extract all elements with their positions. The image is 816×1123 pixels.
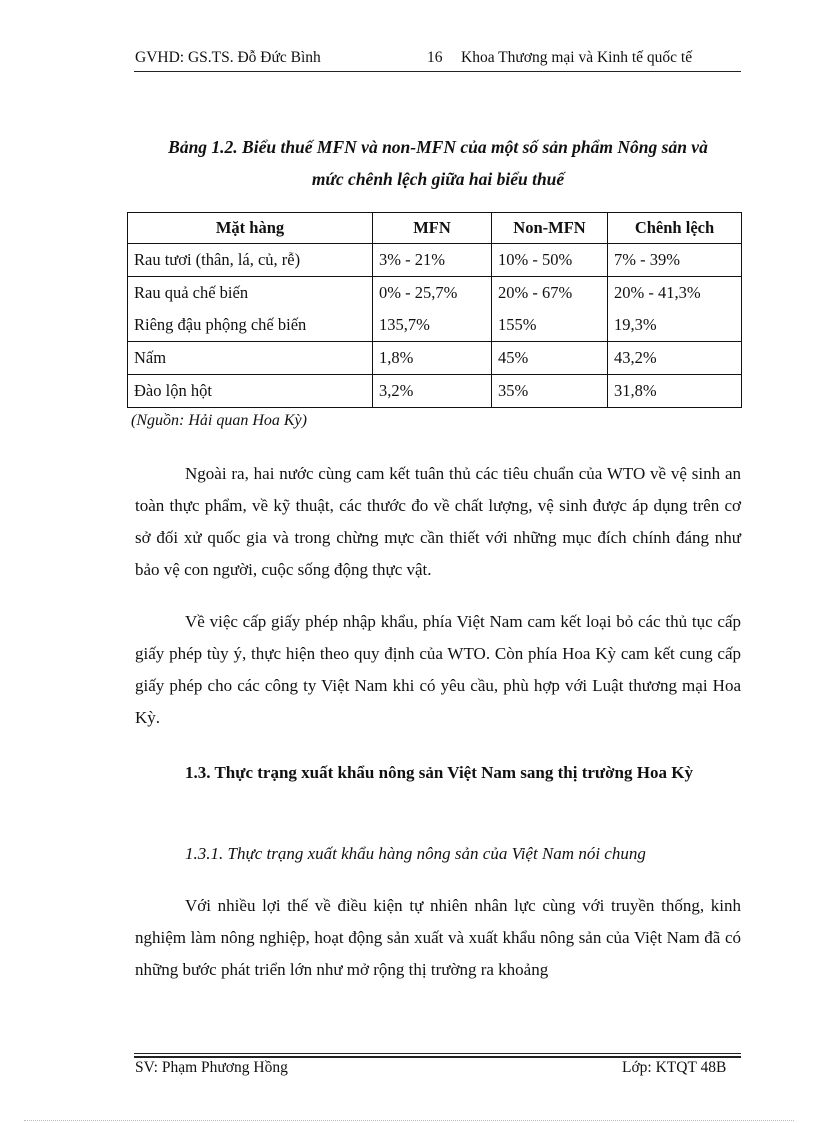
cell-mfn-line1: 0% - 25,7% <box>379 283 458 302</box>
cell-diff <box>608 277 742 342</box>
paragraph-wto-standards: Ngoài ra, hai nước cùng cam kết tuân thủ các tiêu chuẩn của WTO về vệ sinh an toàn thực phẩm, về kỹ thuật, các thước đo về chất lượng, vệ sinh được áp dụng trên cơ sở đối xử quốc gia và trong chừng mực cần thiết với những mục đích chính đáng như bảo vệ con người, cuộc sống động thực vật. <box>135 464 741 579</box>
cell-item-line2: Riêng đậu phộng chế biến <box>134 315 307 334</box>
footer-class: Lớp: KTQT 48B <box>622 1059 727 1076</box>
cell-mfn: 1,8% <box>373 342 492 375</box>
header-page-number: 16 <box>427 49 443 66</box>
footer-student: SV: Phạm Phương Hồng <box>135 1059 288 1076</box>
cell-item <box>128 277 373 342</box>
cell-diff-line1: 20% - 41,3% <box>614 283 701 302</box>
section-heading: 1.3. Thực trạng xuất khẩu nông sản Việt Nam sang thị trường Hoa Kỳ <box>185 763 693 782</box>
table-row <box>128 244 742 277</box>
table-header-row <box>128 213 742 244</box>
header-advisor: GVHD: GS.TS. Đỗ Đức Bình <box>135 49 321 66</box>
cell-mfn: 3,2% <box>373 375 492 408</box>
cell-mfn: 3% - 21% <box>373 244 492 277</box>
cell-diff: 43,2% <box>608 342 742 375</box>
cell-item-line1: Rau quả chế biến <box>134 283 249 302</box>
paragraph-import-license: Về việc cấp giấy phép nhập khẩu, phía Việt Nam cam kết loại bỏ các thủ tục cấp giấy phép tùy ý, thực hiện theo quy định của WTO. Còn phía Hoa Kỳ cam kết cung cấp giấy phép cho các công ty Việt Nam khi có yêu cầu, phù hợp với Luật thương mại Hoa Kỳ. <box>135 612 741 727</box>
cell-non-mfn: 45% <box>492 342 608 375</box>
table-title <box>100 131 776 195</box>
cell-non-mfn: 35% <box>492 375 608 408</box>
col-header-non-mfn: Non-MFN <box>492 213 608 244</box>
cell-diff-line2: 19,3% <box>614 315 657 334</box>
cell-item: Rau tươi (thân, lá, củ, rễ) <box>128 244 373 277</box>
col-header-mfn: MFN <box>373 213 492 244</box>
table-row <box>128 277 742 342</box>
page-edge-divider <box>24 1120 794 1121</box>
cell-mfn <box>373 277 492 342</box>
header-faculty: Khoa Thương mại và Kinh tế quốc tế <box>461 49 693 66</box>
table-title-line2: mức chênh lệch giữa hai biểu thuế <box>311 169 565 189</box>
col-header-diff: Chênh lệch <box>608 213 742 244</box>
col-header-item: Mặt hàng <box>128 213 373 244</box>
header-rule <box>134 71 741 72</box>
table-row <box>128 375 742 408</box>
cell-item: Nấm <box>128 342 373 375</box>
cell-item: Đào lộn hột <box>128 375 373 408</box>
table-row <box>128 342 742 375</box>
cell-non-mfn-line1: 20% - 67% <box>498 283 573 302</box>
footer-rule-thick <box>134 1056 741 1058</box>
footer-rule-thin <box>134 1053 741 1054</box>
cell-diff: 7% - 39% <box>608 244 742 277</box>
cell-diff: 31,8% <box>608 375 742 408</box>
paragraph-export-overview: Với nhiều lợi thế về điều kiện tự nhiên nhân lực cùng với truyền thống, kinh nghiệm làm nông nghiệp, hoạt động sản xuất và xuất khẩu nông sản của Việt Nam đã có những bước phát triển lớn như mở rộng thị trường ra khoảng <box>135 896 741 979</box>
table-title-line1: Bảng 1.2. Biểu thuế MFN và non-MFN của một số sản phẩm Nông sản và <box>168 137 708 157</box>
cell-mfn-line2: 135,7% <box>379 315 430 334</box>
cell-non-mfn: 10% - 50% <box>492 244 608 277</box>
tariff-table <box>127 212 742 408</box>
cell-non-mfn-line2: 155% <box>498 315 537 334</box>
cell-non-mfn <box>492 277 608 342</box>
page-header <box>135 49 741 69</box>
table-source: (Nguồn: Hải quan Hoa Kỳ) <box>131 412 307 429</box>
subsection-heading: 1.3.1. Thực trạng xuất khẩu hàng nông sản của Việt Nam nói chung <box>185 844 646 863</box>
